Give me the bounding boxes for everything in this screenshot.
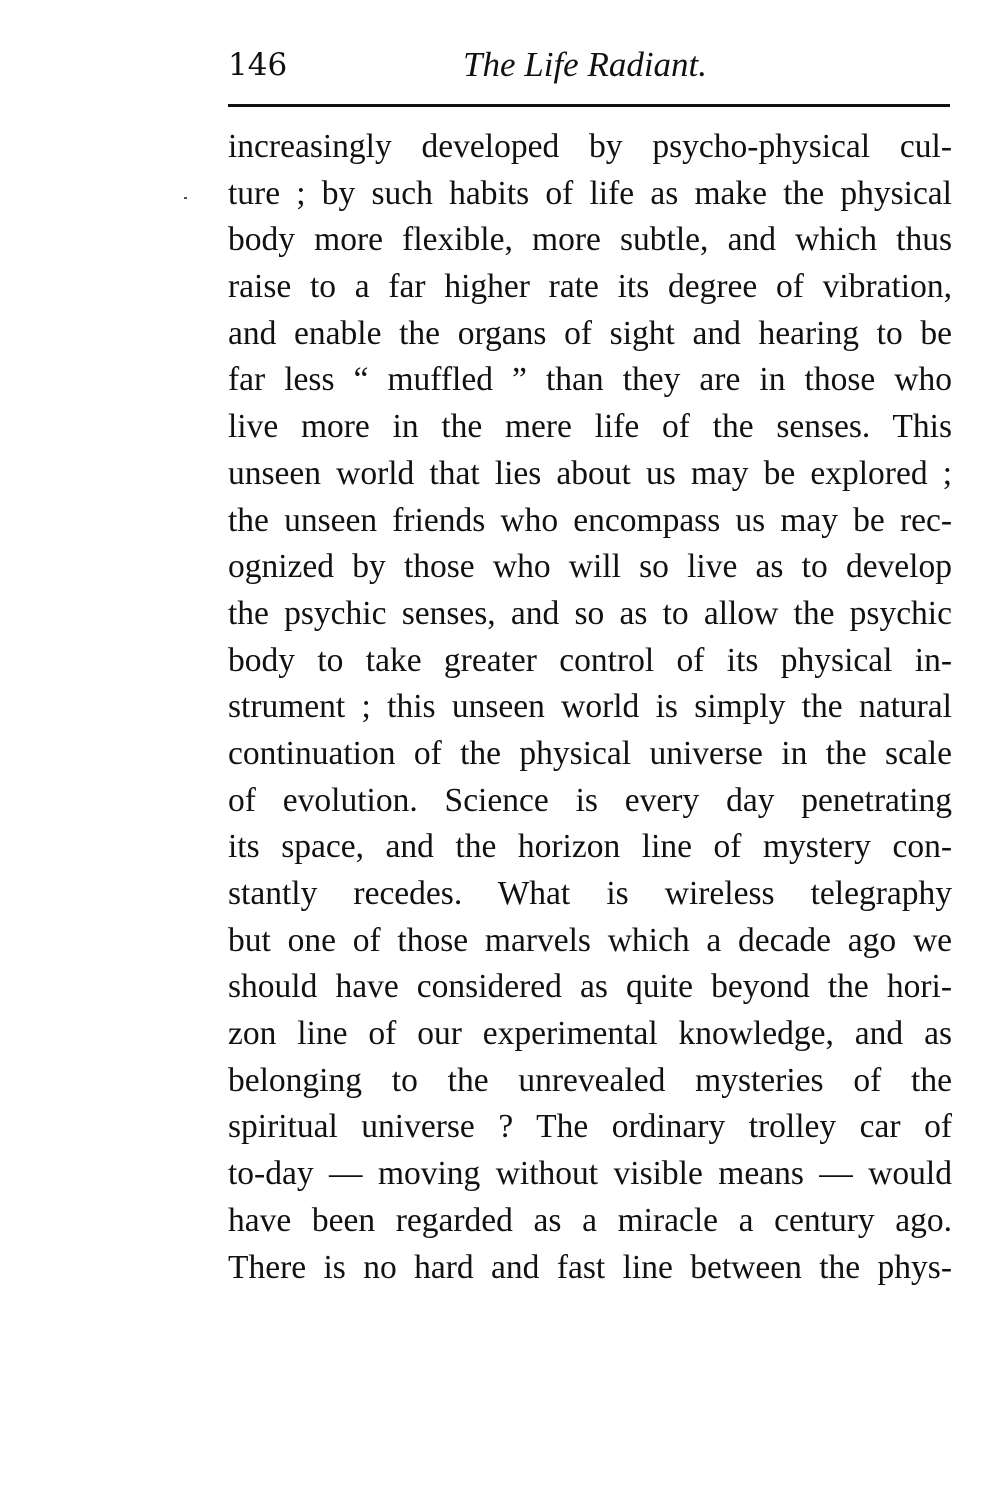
- text-line: body more flexible, more subtle, and which thus: [228, 221, 952, 259]
- text-line: the unseen friends who encompass us may be rec-: [228, 501, 952, 539]
- text-line: of evolution. Science is every day penetrating: [228, 781, 952, 819]
- text-line: far less “ muffled ” than they are in those who: [228, 361, 952, 399]
- text-line: the psychic senses, and so as to allow the psychic: [228, 594, 952, 632]
- text-line: continuation of the physical universe in the scale: [228, 734, 952, 772]
- margin-speck: [184, 197, 187, 199]
- text-line: stantly recedes. What is wireless telegraphy: [228, 875, 952, 912]
- page-number: 146: [228, 47, 288, 83]
- body-text: [228, 124, 952, 1291]
- header-rule: [228, 104, 950, 107]
- text-line: to-day — moving without visible means — would: [228, 1155, 952, 1193]
- text-line: unseen world that lies about us may be explored ;: [228, 454, 952, 492]
- running-title: The Life Radiant.: [463, 45, 708, 84]
- running-head: [228, 40, 950, 90]
- text-line: should have considered as quite beyond the hori-: [228, 968, 952, 1006]
- text-line: increasingly developed by psycho-physical cul-: [228, 128, 952, 165]
- text-line: its space, and the horizon line of mystery con-: [228, 828, 952, 866]
- text-line: body to take greater control of its physical in-: [228, 641, 952, 679]
- text-line: ture ; by such habits of life as make the physical: [228, 174, 952, 212]
- text-line: There is no hard and fast line between the phys-: [228, 1248, 952, 1286]
- text-line: raise to a far higher rate its degree of vibration,: [228, 268, 952, 306]
- text-line: and enable the organs of sight and hearing to be: [228, 314, 952, 352]
- text-line: spiritual universe ? The ordinary trolley car of: [228, 1108, 952, 1146]
- text-line: have been regarded as a miracle a century ago.: [228, 1201, 952, 1239]
- text-line: zon line of our experimental knowledge, and as: [228, 1015, 952, 1053]
- text-line: ognized by those who will so live as to develop: [228, 548, 952, 586]
- text-line: strument ; this unseen world is simply the natural: [228, 688, 952, 726]
- text-line: belonging to the unrevealed mysteries of the: [228, 1061, 952, 1099]
- text-line: live more in the mere life of the senses. This: [228, 408, 952, 446]
- text-line: but one of those marvels which a decade ago we: [228, 921, 952, 959]
